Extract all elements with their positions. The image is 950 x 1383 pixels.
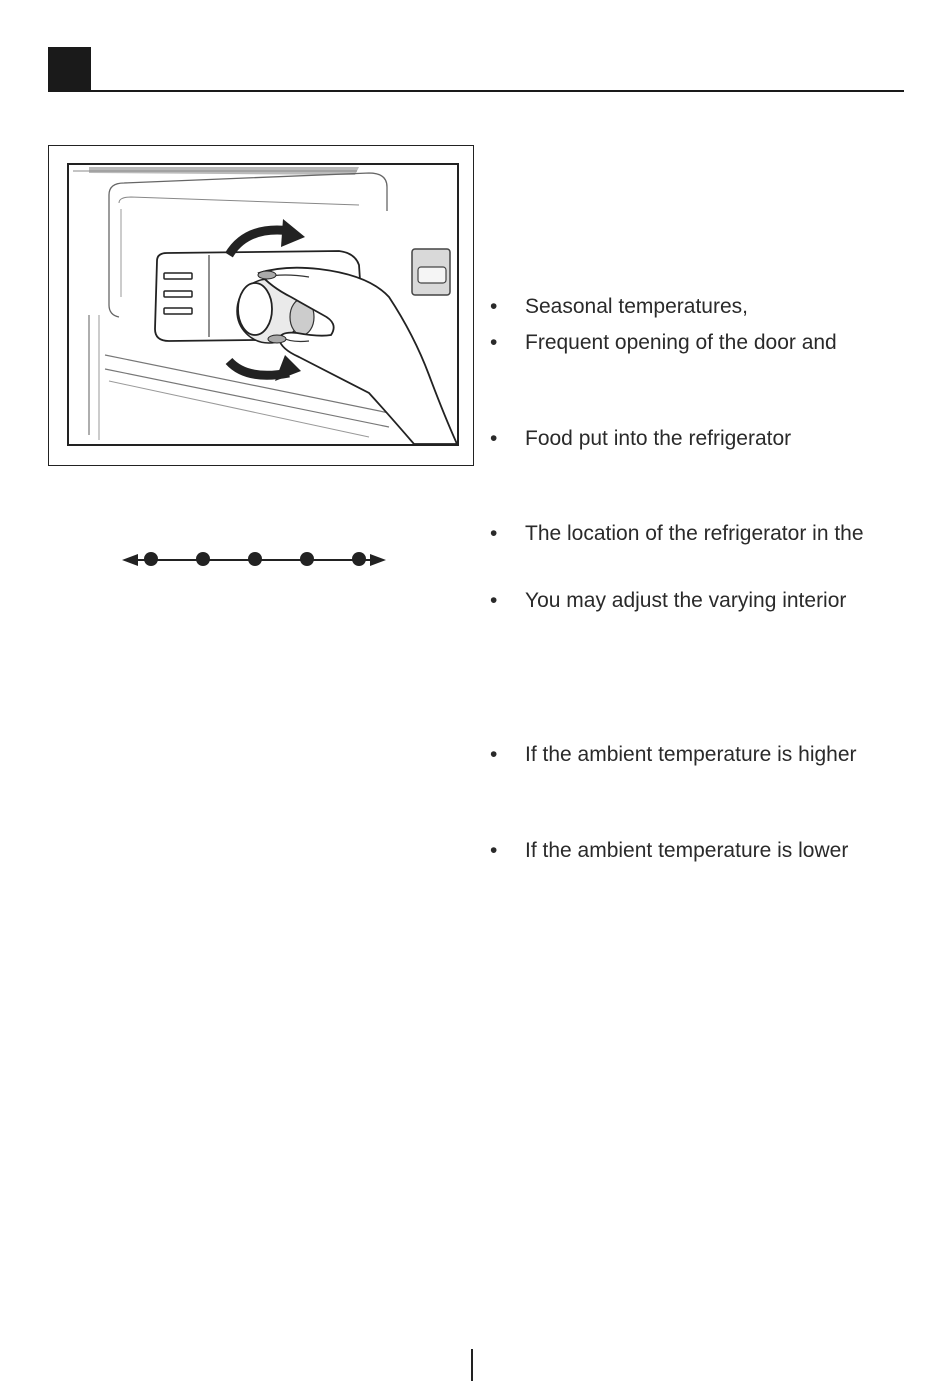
scale-dot <box>248 552 262 566</box>
scale-left-arrow-icon <box>122 554 138 566</box>
bullet-icon: • <box>490 331 498 354</box>
bullet-icon: • <box>490 427 498 450</box>
bullet-icon: • <box>490 295 498 318</box>
bullet-icon: • <box>490 743 498 766</box>
scale-right-arrow-icon <box>370 554 386 566</box>
bullet-icon: • <box>490 839 498 862</box>
header-rule <box>48 90 904 92</box>
page-number-divider <box>471 1349 473 1381</box>
temperature-scale-icon <box>118 546 392 574</box>
thermostat-illustration <box>67 163 459 446</box>
bullet-icon: • <box>490 589 498 612</box>
scale-dot <box>300 552 314 566</box>
section-marker-icon <box>48 47 91 91</box>
thermostat-knob-hand-icon <box>69 165 457 444</box>
scale-dot <box>144 552 158 566</box>
scale-dot <box>196 552 210 566</box>
scale-dot <box>352 552 366 566</box>
bullet-icon: • <box>490 522 498 545</box>
